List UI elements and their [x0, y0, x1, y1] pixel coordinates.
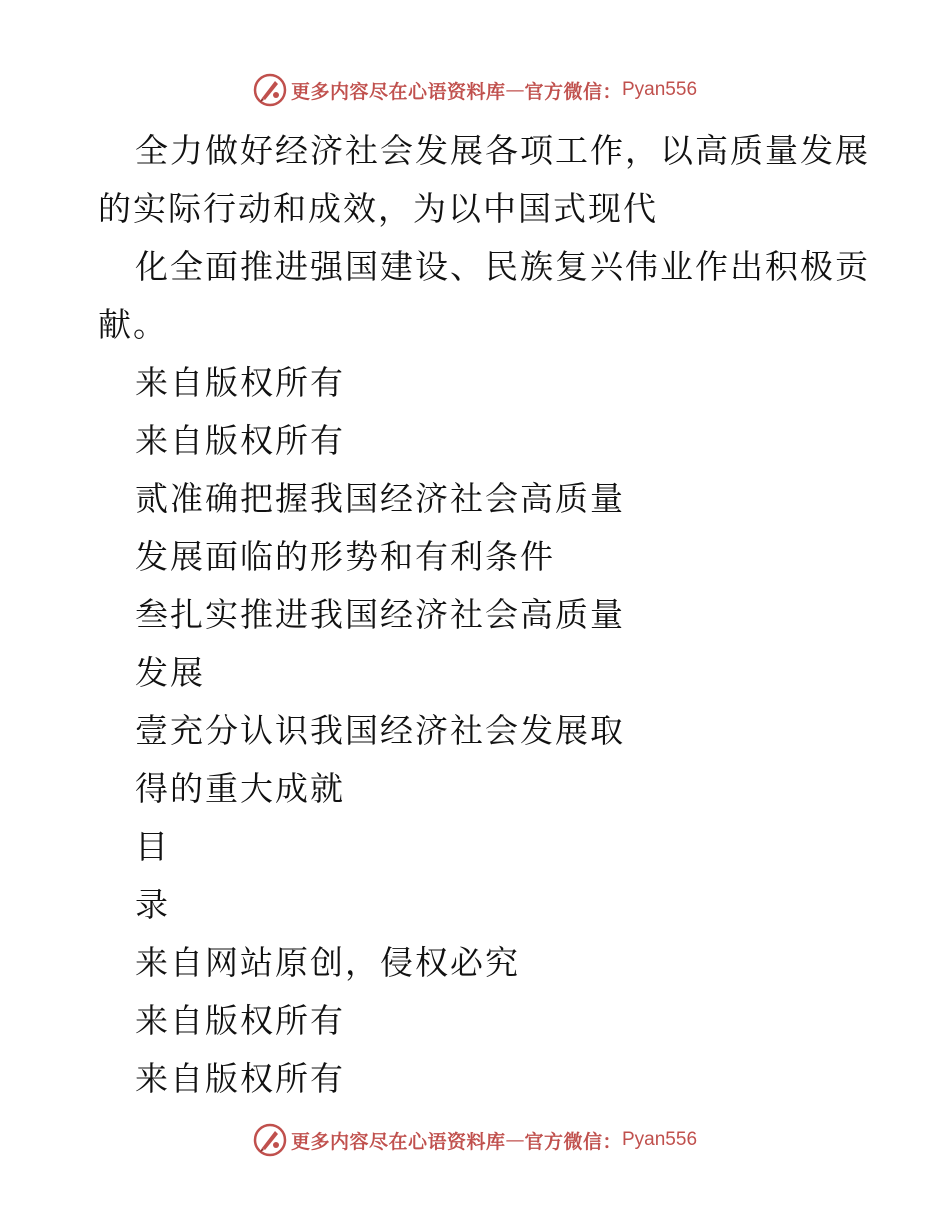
body-line: 的实际行动和成效，为以中国式现代	[98, 189, 658, 228]
banner-wechat-label: 官方微信：	[524, 80, 622, 103]
section-heading: 发展面临的形势和有利条件	[135, 537, 555, 576]
body-line: 全力做好经济社会发展各项工作，以高质量发展	[135, 131, 870, 170]
quill-pen-circle-icon	[253, 73, 287, 107]
banner-separator: —	[505, 79, 525, 101]
banner-wechat-id: Pyan556	[622, 79, 698, 100]
body-line: 化全面推进强国建设、民族复兴伟业作出积极贡	[135, 247, 870, 286]
section-heading: 发展	[135, 653, 205, 692]
banner-site-text: 更多内容尽在心语资料库	[290, 80, 506, 103]
banner-separator: —	[505, 1129, 525, 1151]
section-heading: 贰准确把握我国经济社会高质量	[135, 479, 625, 518]
section-heading: 得的重大成就	[135, 769, 345, 808]
body-line: 来自版权所有	[135, 1001, 345, 1040]
section-heading: 叁扎实推进我国经济社会高质量	[135, 595, 625, 634]
section-heading: 壹充分认识我国经济社会发展取	[135, 711, 625, 750]
banner-wechat-label: 官方微信：	[524, 1130, 622, 1153]
body-line: 来自网站原创，侵权必究	[135, 943, 520, 982]
banner-site-text: 更多内容尽在心语资料库	[290, 1130, 506, 1153]
document-body	[98, 122, 870, 1108]
body-line: 来自版权所有	[135, 363, 345, 402]
header-banner	[0, 70, 950, 110]
quill-pen-circle-icon	[253, 1123, 287, 1157]
toc-title: 录	[135, 885, 170, 924]
body-line: 来自版权所有	[135, 1059, 345, 1098]
toc-title: 目	[135, 827, 170, 866]
body-line: 献。	[98, 305, 168, 344]
footer-banner	[0, 1120, 950, 1160]
banner-wechat-id: Pyan556	[622, 1129, 698, 1150]
body-line: 来自版权所有	[135, 421, 345, 460]
